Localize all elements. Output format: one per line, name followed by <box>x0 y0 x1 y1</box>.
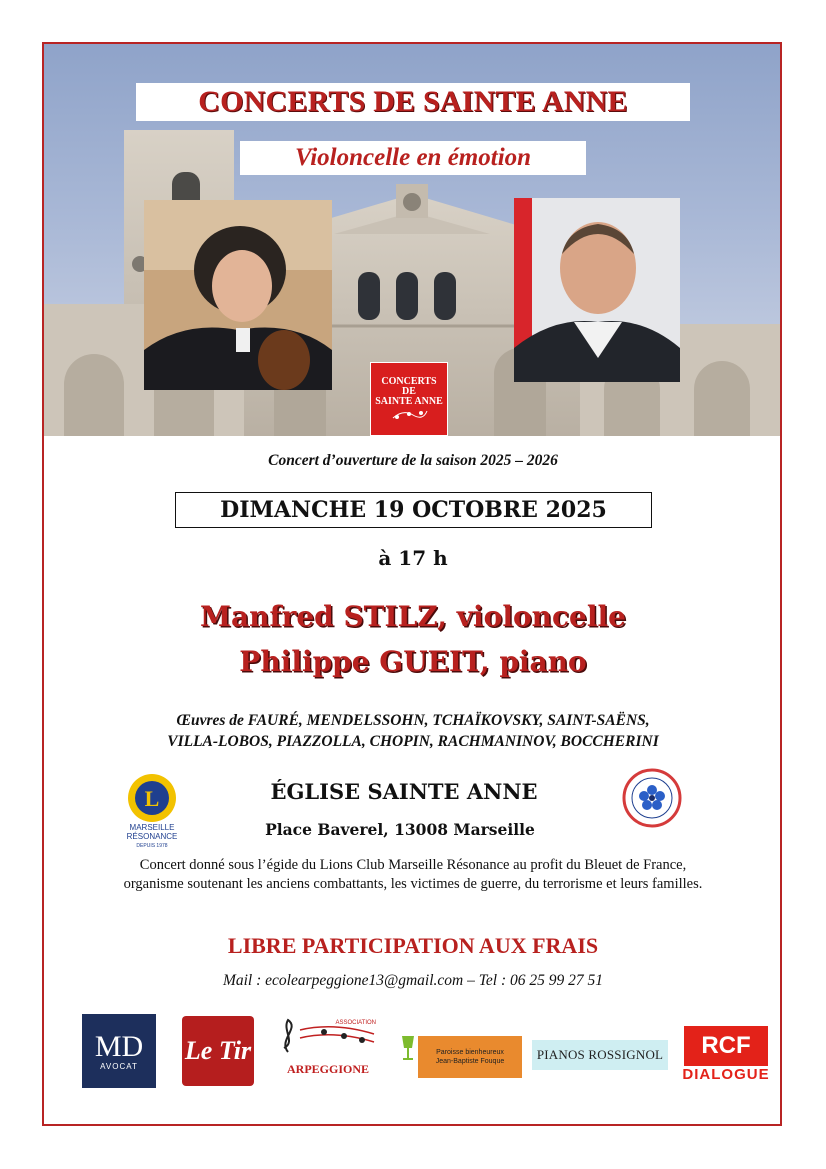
logo-line-1: CONCERTS <box>381 376 437 387</box>
rcf-box <box>684 1026 768 1066</box>
lions-letter: L <box>144 786 160 811</box>
pianos-rossignol-text: PIANOS ROSSIGNOL <box>536 1047 664 1062</box>
md-caption: AVOCAT <box>100 1061 138 1071</box>
contact-line[interactable]: Mail : ecolearpeggione13@gmail.com – Tel : 06 25 99 27 51 <box>222 972 604 989</box>
works-line-2: VILLA-LOBOS, PIAZZOLLA, CHOPIN, RACHMANINOV, BOCCHERINI <box>167 733 659 750</box>
participation-banner: LIBRE PARTICIPATION AUX FRAIS <box>227 933 599 958</box>
pianos-rossignol-logo <box>532 1040 668 1070</box>
arpeggione-logo <box>274 1016 382 1086</box>
rcf-dialogue-text: DIALOGUE <box>682 1065 770 1083</box>
treble-clef-icon <box>274 1016 382 1056</box>
artist-cellist: Manfred STILZ, violoncelle <box>200 600 626 633</box>
cellist-photo <box>144 200 332 390</box>
event-time: à 17 h <box>378 546 448 570</box>
patronage-line-2: organisme soutenant les anciens combattants, les victimes de guerre, du terrorisme et leurs familles. <box>123 876 703 892</box>
lions-line-2: RÉSONANCE <box>126 832 178 841</box>
logo-line-3: SAINTE ANNE <box>375 396 443 407</box>
date-box <box>175 492 652 528</box>
works-line-1: Œuvres de FAURÉ, MENDELSSOHN, TCHAÏKOVSKY, SAINT-SAËNS, <box>176 712 650 729</box>
arpeggione-name: ARPEGGIONE <box>286 1061 369 1076</box>
rcf-text: RCF <box>701 1031 751 1059</box>
title-banner <box>136 83 690 121</box>
event-date: DIMANCHE 19 OCTOBRE 2025 <box>220 497 607 523</box>
rcf-dialogue-logo <box>682 1022 770 1086</box>
md-avocat-logo <box>82 1014 156 1088</box>
subtitle-banner <box>240 141 586 175</box>
music-notes-icon <box>389 407 429 421</box>
lions-line-3: DEPUIS 1978 <box>136 843 168 849</box>
logo-line-2: DE <box>402 386 416 397</box>
patronage-line-1: Concert donné sous l’égide du Lions Club Marseille Résonance au profit du Bleuet de France, <box>139 857 687 873</box>
md-letters: MD <box>94 1029 144 1063</box>
paroisse-line-2: Jean-Baptiste Fouque <box>435 1058 505 1065</box>
venue-address: Place Baverel, 13008 Marseille <box>265 820 535 839</box>
le-tir-text: Le Tir <box>184 1036 252 1065</box>
lions-line-1: MARSEILLE <box>129 823 175 832</box>
artist-pianist: Philippe GUEIT, piano <box>239 645 587 678</box>
paroisse-logo <box>418 1036 522 1078</box>
pianist-photo <box>514 198 680 382</box>
page-subtitle: Violoncelle en émotion <box>294 144 532 171</box>
season-line: Concert d’ouverture de la saison 2025 – 2026 <box>268 452 558 469</box>
le-tir-logo <box>182 1016 254 1086</box>
concerts-sainte-anne-logo <box>370 362 448 436</box>
arpeggione-asso: ASSOCIATION <box>335 1020 376 1026</box>
wine-glass-icon <box>400 1034 416 1062</box>
bleuet-de-france-logo <box>622 768 682 828</box>
paroisse-line-1: Paroisse bienheureux <box>436 1049 504 1056</box>
page-title: CONCERTS DE SAINTE ANNE <box>198 85 628 118</box>
venue-name: ÉGLISE SAINTE ANNE <box>270 779 538 804</box>
